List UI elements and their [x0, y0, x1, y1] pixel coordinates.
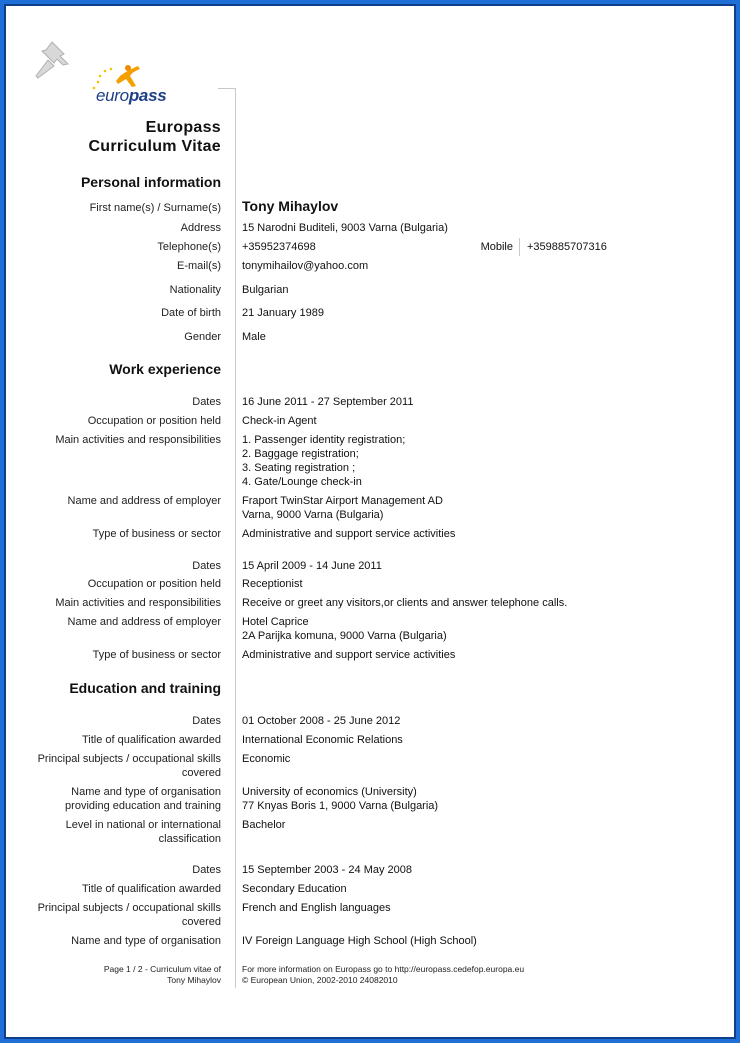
- job-1-business: Administrative and support service activities: [242, 528, 456, 540]
- job-1-activities-label: Main activities and responsibilities: [55, 434, 221, 446]
- job-2-employer-line: Hotel Caprice: [242, 616, 309, 628]
- subjects-label-line: Principal subjects / occupational skills: [37, 902, 221, 914]
- telephone-value: +35952374698: [242, 241, 316, 253]
- job-1-activity: 1. Passenger identity registration;: [242, 434, 406, 446]
- job-2-dates-label: Dates: [192, 560, 221, 572]
- title-line-2: Curriculum Vitae: [88, 138, 221, 155]
- gender-label: Gender: [184, 331, 221, 343]
- edu-2-title: Secondary Education: [242, 883, 347, 895]
- footer-page-line: Page 1 / 2 - Curriculum vitae of: [103, 964, 221, 974]
- job-1-employer-line: Varna, 9000 Varna (Bulgaria): [242, 509, 384, 521]
- nationality-label: Nationality: [169, 284, 221, 296]
- edu-1-subjects: Economic: [242, 753, 291, 765]
- job-2-business-label: Type of business or sector: [92, 649, 221, 661]
- pin-icon[interactable]: [30, 36, 80, 86]
- edu-1-organisation-line: 77 Knyas Boris 1, 9000 Varna (Bulgaria): [242, 800, 439, 812]
- job-1-employer: [242, 494, 642, 522]
- dob-label: Date of birth: [161, 307, 221, 319]
- gender-value: Male: [242, 331, 266, 343]
- job-2-occupation: Receptionist: [242, 578, 303, 590]
- edu-1-subjects-label: [21, 752, 221, 780]
- section-education-training: Education and training: [69, 680, 221, 696]
- job-1-business-label: Type of business or sector: [92, 528, 221, 540]
- document-title: [88, 118, 221, 156]
- footer-copyright-line: © European Union, 2002-2010 24082010: [242, 975, 398, 985]
- job-1-employer-line: Fraport TwinStar Airport Management AD: [242, 495, 443, 507]
- footer-info-line: For more information on Europass go to http://europass.cedefop.europa.eu: [242, 964, 525, 974]
- edu-2-dates: 15 September 2003 - 24 May 2008: [242, 864, 413, 876]
- mobile-value: +359885707316: [527, 241, 607, 253]
- edu-1-title: International Economic Relations: [242, 734, 403, 746]
- address-label: Address: [180, 222, 221, 234]
- email-value: tonymihailov@yahoo.com: [242, 260, 369, 272]
- column-top-rule: [218, 88, 236, 89]
- level-label-line: classification: [158, 833, 221, 845]
- email-label: E-mail(s): [177, 260, 221, 272]
- footer-page-info: [41, 964, 221, 986]
- edu-1-level-label: [21, 818, 221, 846]
- job-1-activity: 2. Baggage registration;: [242, 448, 359, 460]
- edu-2-subjects-label: [21, 901, 221, 929]
- job-2-activities: Receive or greet any visitors,or clients and answer telephone calls.: [242, 597, 568, 609]
- full-name: Tony Mihaylov: [242, 198, 339, 214]
- job-2-employer-line: 2A Parijka komuna, 9000 Varna (Bulgaria): [242, 630, 447, 642]
- edu-1-level: Bachelor: [242, 819, 286, 831]
- job-1-activity: 4. Gate/Lounge check-in: [242, 476, 362, 488]
- edu-2-title-label: Title of qualification awarded: [81, 883, 221, 895]
- edu-1-organisation-label: [21, 785, 221, 813]
- subjects-label-line: covered: [181, 916, 221, 928]
- organisation-label-line: Name and type of organisation: [71, 786, 221, 798]
- edu-2-organisation: IV Foreign Language High School (High School): [242, 935, 477, 947]
- edu-2-organisation-label: Name and type of organisation: [71, 935, 221, 947]
- job-1-occupation-label: Occupation or position held: [87, 415, 221, 427]
- job-2-dates: 15 April 2009 - 14 June 2011: [242, 560, 382, 572]
- job-1-activities: [242, 433, 642, 489]
- footer-page-line: Tony Mihaylov: [167, 975, 221, 985]
- edu-1-organisation-line: University of economics (University): [242, 786, 417, 798]
- job-1-activity: 3. Seating registration ;: [242, 462, 356, 474]
- dob-value: 21 January 1989: [242, 307, 324, 319]
- job-1-dates-label: Dates: [192, 396, 221, 408]
- subjects-label-line: Principal subjects / occupational skills: [37, 753, 221, 765]
- job-2-business: Administrative and support service activities: [242, 649, 456, 661]
- organisation-label-line: providing education and training: [65, 800, 221, 812]
- edu-1-organisation: [242, 785, 642, 813]
- name-label: First name(s) / Surname(s): [89, 202, 221, 214]
- section-personal-information: Personal information: [80, 174, 221, 190]
- europass-wordmark: europass: [96, 86, 167, 105]
- europass-logo: [90, 62, 180, 108]
- section-work-experience: Work experience: [109, 361, 221, 377]
- job-2-activities-label: Main activities and responsibilities: [55, 597, 221, 609]
- edu-2-dates-label: Dates: [192, 864, 221, 876]
- edu-1-dates: 01 October 2008 - 25 June 2012: [242, 715, 401, 727]
- job-2-employer: [242, 615, 642, 643]
- nationality-value: Bulgarian: [242, 284, 289, 296]
- address-value: 15 Narodni Buditeli, 9003 Varna (Bulgaria): [242, 222, 448, 234]
- job-1-occupation: Check-in Agent: [242, 415, 317, 427]
- edu-2-subjects: French and English languages: [242, 902, 391, 914]
- title-line-1: Europass: [145, 119, 221, 136]
- mobile-label: Mobile: [480, 241, 513, 253]
- level-label-line: Level in national or international: [65, 819, 221, 831]
- footer-europass-info: [242, 964, 662, 986]
- subjects-label-line: covered: [181, 767, 221, 779]
- edu-1-dates-label: Dates: [192, 715, 221, 727]
- job-2-occupation-label: Occupation or position held: [87, 578, 221, 590]
- telephone-label: Telephone(s): [157, 241, 221, 253]
- job-1-dates: 16 June 2011 - 27 September 2011: [242, 396, 414, 408]
- job-1-employer-label: Name and address of employer: [67, 495, 221, 507]
- job-2-employer-label: Name and address of employer: [67, 616, 221, 628]
- column-divider: [235, 88, 236, 988]
- edu-1-title-label: Title of qualification awarded: [81, 734, 221, 746]
- mobile-separator: [519, 238, 520, 256]
